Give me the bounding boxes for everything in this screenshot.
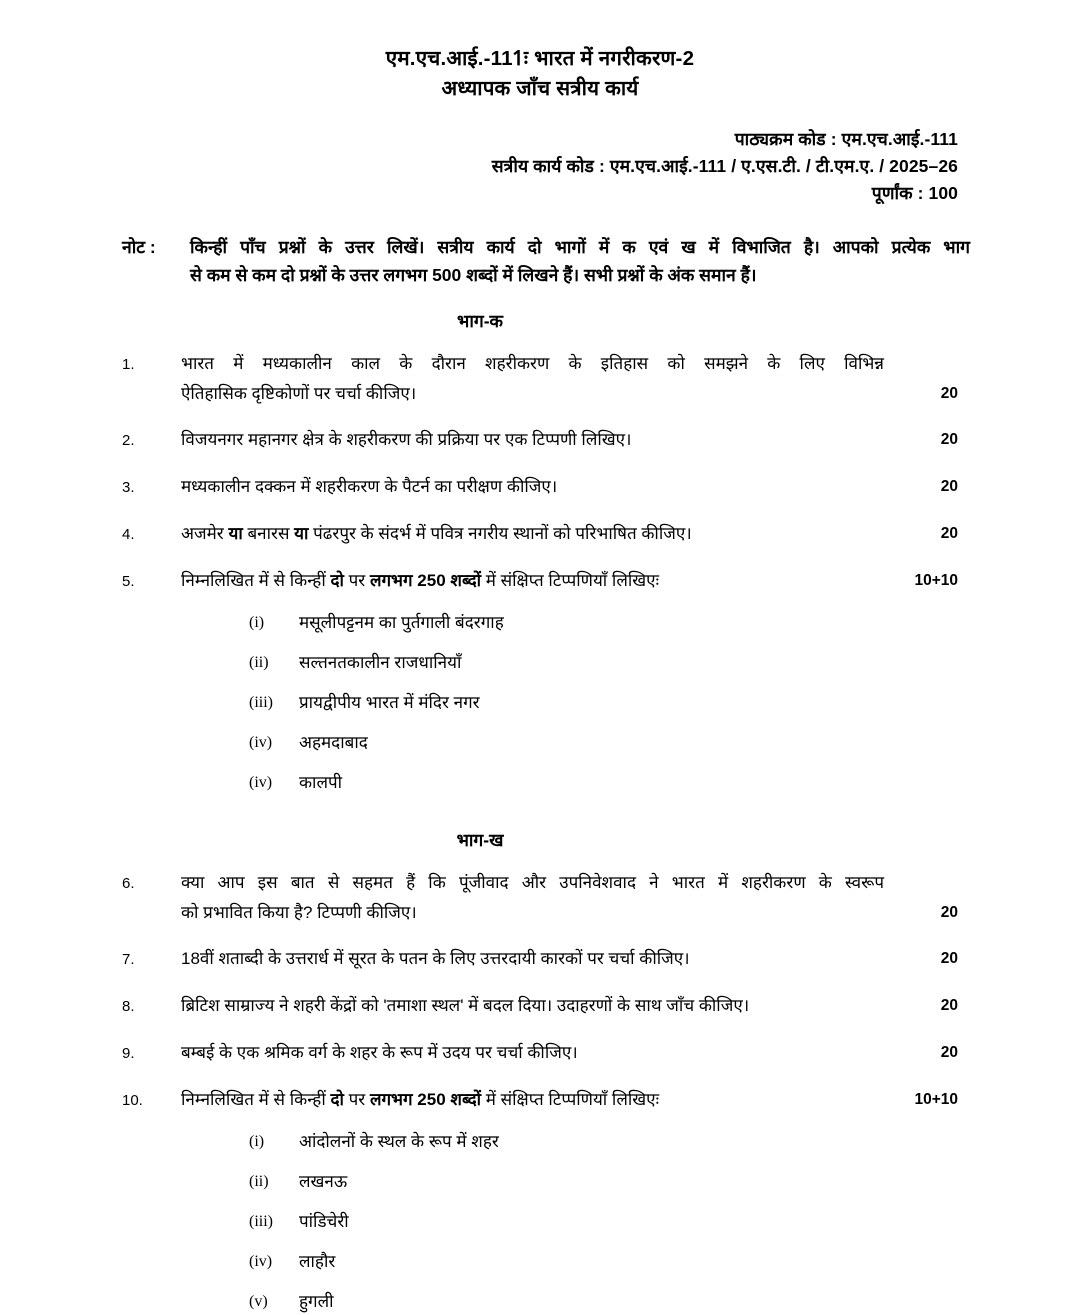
question-number: 7. bbox=[122, 951, 135, 968]
question-row bbox=[0, 1038, 1080, 1069]
question-body bbox=[181, 566, 884, 796]
subitem-text: सल्तनतकालीन राजधानियाँ bbox=[299, 653, 462, 672]
question-row bbox=[0, 868, 1080, 928]
question-text bbox=[181, 868, 884, 928]
question-marks: 20 bbox=[940, 904, 958, 921]
subitem-text: मसूलीपट्टनम का पुर्तगाली बंदरगाह bbox=[299, 613, 504, 632]
course-title-line-2: अध्यापक जाँच सत्रीय कार्य bbox=[441, 77, 639, 100]
question-number: 1. bbox=[122, 356, 135, 373]
question-marks: 20 bbox=[940, 997, 958, 1014]
question-line bbox=[181, 1085, 884, 1115]
subitem-text: पांडिचेरी bbox=[299, 1212, 349, 1231]
course-code-block bbox=[0, 126, 1080, 207]
question-marks: 10+10 bbox=[914, 1091, 958, 1108]
subitem-label: (i) bbox=[249, 614, 265, 631]
page-title bbox=[0, 0, 1080, 104]
note-block bbox=[0, 233, 1080, 289]
question-text bbox=[181, 944, 884, 974]
question-row bbox=[0, 472, 1080, 503]
subitem-label: (ii) bbox=[249, 654, 269, 671]
subitem-label: (iii) bbox=[249, 694, 273, 711]
question-line: क्या आप इस बात से सहमत हैं कि पूंजीवाद और उपनिवेशवाद ने भारत में शहरीकरण के स्वरूप bbox=[181, 873, 884, 892]
subitem-text: हुगली bbox=[299, 1292, 334, 1311]
question-line: विजयनगर महानगर क्षेत्र के शहरीकरण की प्रक्रिया पर एक टिप्पणी लिखिए। bbox=[181, 430, 632, 449]
question-row bbox=[0, 1085, 1080, 1315]
question-body bbox=[181, 868, 884, 928]
section-b-heading: भाग-ख bbox=[456, 830, 504, 850]
subitem-row bbox=[181, 1129, 884, 1155]
question-number: 2. bbox=[122, 432, 135, 449]
question-text-part: अजमेर bbox=[181, 524, 229, 543]
question-text bbox=[181, 349, 884, 409]
question-text-part: निम्नलिखित में से किन्हीं bbox=[181, 1090, 331, 1109]
subitem-text: अहमदाबाद bbox=[299, 733, 368, 752]
question-body bbox=[181, 944, 884, 974]
subitem-label: (ii) bbox=[249, 1173, 269, 1190]
question-marks: 20 bbox=[940, 385, 958, 402]
question-line bbox=[181, 519, 884, 549]
question-number: 5. bbox=[122, 573, 135, 590]
question-text bbox=[181, 472, 884, 502]
question-number: 6. bbox=[122, 875, 135, 892]
question-line: भारत में मध्यकालीन काल के दौरान शहरीकरण के इतिहास को समझने के लिए विभिन्न bbox=[181, 354, 884, 373]
note-line-1: किन्हीं पाँच प्रश्नों के उत्तर लिखें। सत्रीय कार्य दो भागों में क एवं ख में विभाजित है। आपको प्रत्येक भाग bbox=[190, 237, 970, 257]
question-marks: 20 bbox=[940, 431, 958, 448]
question-text-part: बनारस bbox=[242, 524, 295, 543]
question-text bbox=[181, 566, 884, 596]
question-body bbox=[181, 425, 884, 455]
question-text-emphasis: या bbox=[228, 524, 243, 543]
question-text-emphasis: लगभग 250 शब्दों bbox=[369, 571, 482, 590]
question-row bbox=[0, 349, 1080, 409]
question-line: मध्यकालीन दक्कन में शहरीकरण के पैटर्न का परीक्षण कीजिए। bbox=[181, 477, 558, 496]
question-body bbox=[181, 991, 884, 1021]
question-text bbox=[181, 1085, 884, 1115]
question-text-part: में संक्षिप्त टिप्पणियाँ लिखिएः bbox=[481, 571, 660, 590]
note-line-2: से कम से कम दो प्रश्नों के उत्तर लगभग 500 शब्दों में लिखने हैं। सभी प्रश्नों के अंक समान हैं। bbox=[190, 265, 757, 285]
subitem-row bbox=[181, 730, 884, 756]
question-subitems bbox=[181, 1129, 884, 1315]
subitem-row bbox=[181, 1289, 884, 1315]
question-marks: 20 bbox=[940, 525, 958, 542]
question-text-emphasis: या bbox=[294, 524, 309, 543]
question-body bbox=[181, 1038, 884, 1068]
question-marks: 20 bbox=[940, 950, 958, 967]
question-row bbox=[0, 519, 1080, 550]
subitem-label: (iv) bbox=[249, 734, 273, 751]
question-body bbox=[181, 519, 884, 549]
question-body bbox=[181, 349, 884, 409]
question-subitems bbox=[181, 610, 884, 796]
max-marks: पूर्णांक : 100 bbox=[871, 183, 958, 203]
question-row bbox=[0, 566, 1080, 796]
subitem-row bbox=[181, 650, 884, 676]
subitem-label: (i) bbox=[249, 1133, 265, 1150]
question-text-part: में संक्षिप्त टिप्पणियाँ लिखिएः bbox=[481, 1090, 660, 1109]
note-label: नोट : bbox=[122, 237, 156, 257]
question-number: 4. bbox=[122, 526, 135, 543]
course-title-line-1: एम.एच.आई.-111ः भारत में नगरीकरण-2 bbox=[385, 47, 695, 70]
note-text bbox=[190, 233, 970, 289]
subitem-row bbox=[181, 610, 884, 636]
question-row bbox=[0, 944, 1080, 975]
subitem-row bbox=[181, 690, 884, 716]
section-a-questions bbox=[0, 349, 1080, 796]
question-text-part: पर bbox=[343, 1090, 370, 1109]
question-body bbox=[181, 1085, 884, 1315]
subitem-row bbox=[181, 1249, 884, 1275]
question-line: ब्रिटिश साम्राज्य ने शहरी केंद्रों को 'तमाशा स्थल' में बदल दिया। उदाहरणों के साथ जाँच कीजिए। bbox=[181, 996, 750, 1015]
question-number: 8. bbox=[122, 998, 135, 1015]
question-line: 18वीं शताब्दी के उत्तरार्ध में सूरत के पतन के लिए उत्तरदायी कारकों पर चर्चा कीजिए। bbox=[181, 949, 690, 968]
question-line: ऐतिहासिक दृष्टिकोणों पर चर्चा कीजिए। bbox=[181, 384, 417, 403]
section-a-heading: भाग-क bbox=[457, 311, 503, 331]
question-text-part: पर bbox=[343, 571, 370, 590]
question-text-emphasis: दो bbox=[330, 571, 344, 590]
question-number: 10. bbox=[122, 1092, 143, 1109]
course-code: पाठ्यक्रम कोड : एम.एच.आई.-111 bbox=[734, 129, 958, 149]
subitem-text: प्रायद्वीपीय भारत में मंदिर नगर bbox=[299, 693, 480, 712]
question-text-part: पंढरपुर के संदर्भ में पवित्र नगरीय स्थानों को परिभाषित कीजिए। bbox=[308, 524, 692, 543]
subitem-text: आंदोलनों के स्थल के रूप में शहर bbox=[299, 1132, 499, 1151]
subitem-text: कालपी bbox=[299, 773, 343, 792]
subitem-text: लखनऊ bbox=[299, 1172, 348, 1191]
question-row bbox=[0, 425, 1080, 456]
question-text-part: निम्नलिखित में से किन्हीं bbox=[181, 571, 331, 590]
question-line: बम्बई के एक श्रमिक वर्ग के शहर के रूप में उदय पर चर्चा कीजिए। bbox=[181, 1043, 578, 1062]
question-marks: 10+10 bbox=[914, 572, 958, 589]
question-text bbox=[181, 425, 884, 455]
assignment-code: सत्रीय कार्य कोड : एम.एच.आई.-111 / ए.एस.टी. / टी.एम.ए. / 2025–26 bbox=[491, 156, 958, 176]
question-text bbox=[181, 1038, 884, 1068]
question-marks: 20 bbox=[940, 478, 958, 495]
subitem-label: (iv) bbox=[249, 1253, 273, 1270]
subitem-text: लाहौर bbox=[299, 1252, 336, 1271]
subitem-label: (iii) bbox=[249, 1213, 273, 1230]
question-text-emphasis: लगभग 250 शब्दों bbox=[369, 1090, 482, 1109]
question-line bbox=[181, 566, 884, 596]
question-body bbox=[181, 472, 884, 502]
section-b-questions bbox=[0, 868, 1080, 1315]
question-number: 9. bbox=[122, 1045, 135, 1062]
question-text bbox=[181, 519, 884, 549]
question-number: 3. bbox=[122, 479, 135, 496]
subitem-row bbox=[181, 1169, 884, 1195]
subitem-label: (iv) bbox=[249, 774, 273, 791]
question-marks: 20 bbox=[940, 1044, 958, 1061]
subitem-row bbox=[181, 770, 884, 796]
question-text bbox=[181, 991, 884, 1021]
question-row bbox=[0, 991, 1080, 1022]
question-text-emphasis: दो bbox=[330, 1090, 344, 1109]
subitem-row bbox=[181, 1209, 884, 1235]
question-line: को प्रभावित किया है? टिप्पणी कीजिए। bbox=[181, 903, 417, 922]
subitem-label: (v) bbox=[249, 1293, 268, 1310]
